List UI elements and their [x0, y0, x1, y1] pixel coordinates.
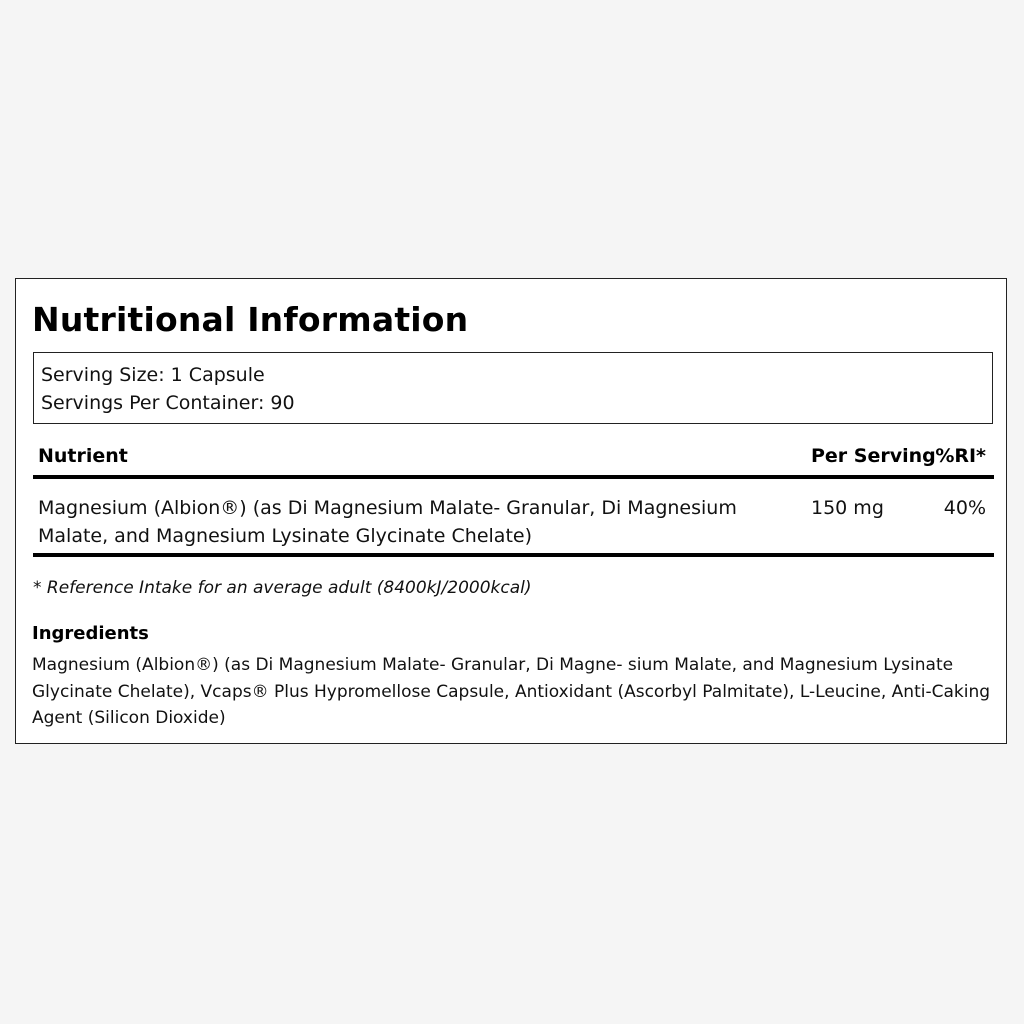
ingredients-heading: Ingredients	[32, 623, 149, 644]
panel-title: Nutritional Information	[32, 300, 469, 339]
nutrition-panel	[15, 278, 1007, 744]
table-bottom-divider	[33, 553, 994, 557]
header-divider	[33, 475, 994, 479]
column-header-per-serving: Per Serving	[811, 445, 936, 467]
serving-info-box	[33, 352, 993, 424]
reference-intake-footnote: * Reference Intake for an average adult (8400kJ/2000kcal)	[33, 578, 532, 598]
serving-size: Serving Size: 1 Capsule	[41, 364, 265, 386]
ingredients-text: Magnesium (Albion®) (as Di Magnesium Malate- Granular, Di Magne- sium Malate, and Magnesium Lysinate Glycinate Chelate), Vcaps® Plus Hypromellose Capsule, Antioxidant (Ascorbyl Palmitate), L-Leucine, Anti-Caking Agent (Silicon Dioxide)	[32, 655, 991, 728]
column-header-nutrient: Nutrient	[38, 445, 128, 467]
per-serving-cell: 150 mg	[811, 497, 884, 519]
nutrient-name-cell: Magnesium (Albion®) (as Di Magnesium Malate- Granular, Di Magnesium Malate, and Magnesium Lysinate Glycinate Chelate)	[38, 497, 737, 547]
ri-cell: 40%	[943, 497, 986, 519]
column-header-ri: %RI*	[935, 445, 986, 467]
servings-per-container: Servings Per Container: 90	[41, 392, 295, 414]
